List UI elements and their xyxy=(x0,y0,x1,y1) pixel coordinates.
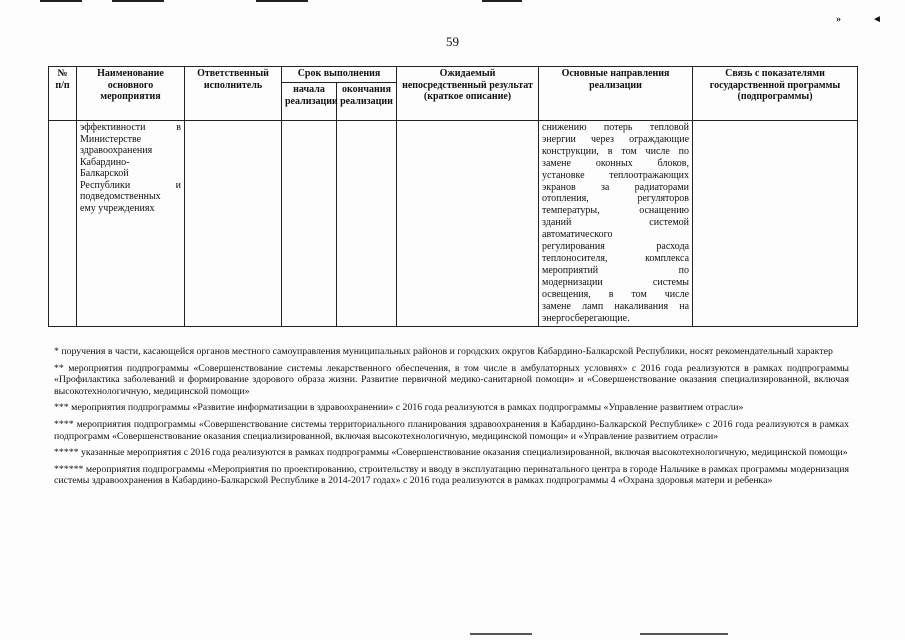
footnotes xyxy=(54,346,849,492)
name-line: подведомственных xyxy=(80,191,161,202)
direction-line: установке теплоотражающих xyxy=(542,169,690,181)
name-line: эффективности в xyxy=(80,122,181,133)
cell-result xyxy=(397,121,539,327)
header-directions: Основные направления реализации xyxy=(539,67,693,121)
corner-mark: ◄ xyxy=(872,14,882,25)
direction-line: экранов за радиаторами xyxy=(542,181,690,193)
scan-bottom-rule xyxy=(640,633,728,635)
scan-bottom-rule xyxy=(470,633,532,635)
cell-num xyxy=(49,121,77,327)
name-line: Республики и xyxy=(80,179,181,191)
header-term-start: начала реализации xyxy=(282,83,337,121)
direction-line: мероприятий по xyxy=(542,264,690,276)
name-line: Министерстве xyxy=(80,133,142,145)
cell-term-start xyxy=(282,121,337,327)
name-line: ему учреждениях xyxy=(80,202,155,214)
scan-top-rule xyxy=(482,0,522,2)
direction-line: энергосберегающие. xyxy=(542,312,630,324)
scan-top-rule xyxy=(40,0,82,2)
header-term-end: окончания реализации xyxy=(337,83,397,121)
name-line: здравоохранения xyxy=(80,145,153,156)
header-term: Срок выполнения xyxy=(282,67,397,83)
page-number: 59 xyxy=(446,34,459,49)
header-name: Наименование основного мероприятия xyxy=(77,67,185,121)
header-num: № п/п xyxy=(49,67,77,121)
header-link: Связь с показателями государственной программы (подпрограммы) xyxy=(693,67,858,121)
direction-line: теплоносителя, комплекса xyxy=(542,252,690,264)
direction-line: модернизации системы xyxy=(542,276,690,288)
scan-top-rule xyxy=(112,0,164,2)
scan-top-rule xyxy=(256,0,308,2)
header-executor: Ответственный исполнитель xyxy=(185,67,282,121)
direction-line: энергии через ограждающие xyxy=(542,133,690,145)
footnote: **** мероприятия подпрограммы «Совершенствование системы территориального планирования здравоохранения в Кабардино-Балкарской Республике» с 2016 года реализуются в рамках подпрограмм «Совершенствование оказания специализированной, включая высокотехнологичную, медицинской помощи» и «Управление развитием отрасли» xyxy=(54,418,849,442)
direction-line: освещения, в том числе xyxy=(542,288,690,300)
footnote: * поручения в части, касающейся органов местного самоуправления муниципальных районов и городских округов Кабардино-Балкарской Республики, носят рекомендательный характер xyxy=(54,346,833,357)
cell-name xyxy=(77,121,185,327)
cell-term-end xyxy=(337,121,397,327)
footnote: ****** мероприятия подпрограммы «Мероприятия по проектированию, строительству и вводу в эксплуатацию перинатального центра в городе Нальчике в рамках программы модернизация системы здравоохранения в Кабардино-Балкарской Республике в 2014-2017 годах» с 2016 года реализуются в рамках подпрограммы 4 «Охрана здоровья матери и ребенка» xyxy=(54,463,849,487)
name-line: Кабардино- xyxy=(80,156,130,168)
cell-link xyxy=(693,121,858,327)
name-line: Балкарской xyxy=(80,168,129,179)
direction-line: регулирования расхода xyxy=(542,241,690,253)
footnote: ***** указанные мероприятия с 2016 года реализуются в рамках подпрограммы «Совершенствование оказания специализированной, включая высокотехнологичную, медицинской помощи» xyxy=(54,447,848,459)
table-row xyxy=(49,121,858,327)
footnote: *** мероприятия подпрограммы «Развитие информатизации в здравоохранении» с 2016 года реализуются в рамках подпрограммы «Управление развитием отрасли» xyxy=(54,402,744,414)
direction-line: зданий системой xyxy=(542,217,690,229)
direction-line: автоматического xyxy=(542,229,613,241)
header-result: Ожидаемый непосредственный результат (краткое описание) xyxy=(397,67,539,121)
cell-executor xyxy=(185,121,282,327)
program-table xyxy=(48,66,858,327)
direction-line: замене оконных блоков, xyxy=(542,157,690,169)
direction-line: замене ламп накаливания на xyxy=(542,300,690,312)
footnote: ** мероприятия подпрограммы «Совершенствование системы лекарственного обеспечения, в том числе в амбулаторных условиях» с 2016 года реализуются в рамках подпрограммы «Профилактика заболеваний и формирование здорового образа жизни. Развитие первичной медико-санитарной помощи» и «Совершенствование оказания специализированной, включая высокотехнологичную, медицинской помощи» xyxy=(54,362,849,397)
cell-directions xyxy=(539,121,693,327)
direction-line: снижению потерь тепловой xyxy=(542,122,690,133)
direction-line: отопления, регуляторов xyxy=(542,193,690,205)
direction-line: конструкции, в том числе по xyxy=(542,145,690,157)
corner-mark: » xyxy=(836,14,841,25)
direction-line: температуры, оснащению xyxy=(542,205,690,217)
